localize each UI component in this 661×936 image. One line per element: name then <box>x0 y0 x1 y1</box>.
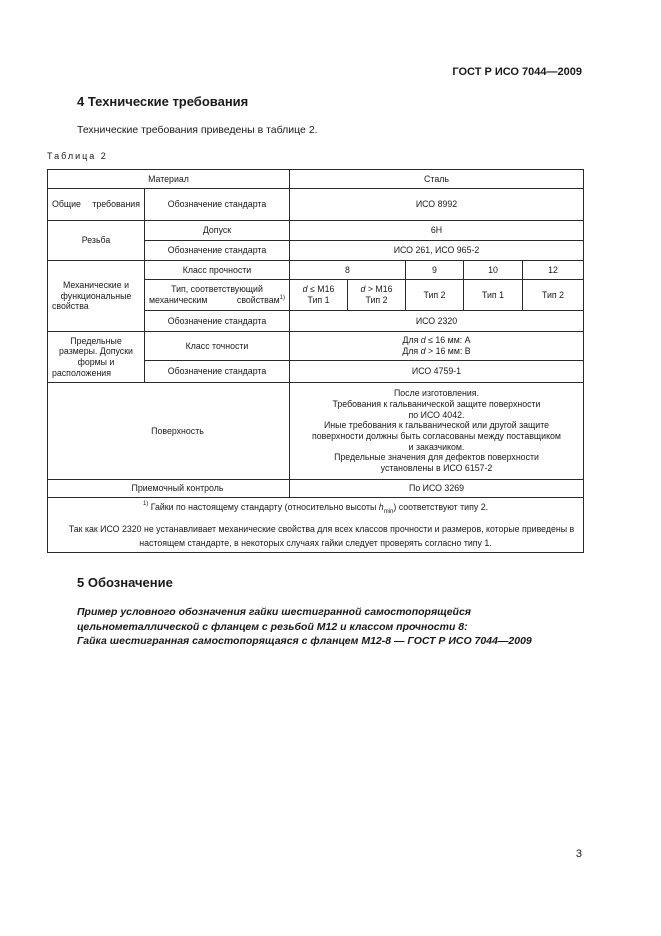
table-note: Так как ИСО 2320 не устанавливает механические свойства для всех классов прочности и размеров, которые приведены в настоящем стандарте, в некоторых случаях гайки следует проверять согласно типу 1. <box>68 524 575 549</box>
section-4-intro: Технические требования приведены в таблице 2. <box>77 124 318 136</box>
param-accuracy-class: Класс точности <box>145 332 290 361</box>
value-limits-standard: ИСО 4759-1 <box>290 361 584 383</box>
param-tolerance: Допуск <box>145 221 290 241</box>
surface-line: поверхности должны быть согласованы между поставщиком <box>312 431 561 441</box>
footnote-text: Гайки по настоящему стандарту (относительно высоты <box>148 502 379 512</box>
param-standard: Обозначение стандарта <box>145 189 290 221</box>
d-symbol: d <box>420 335 426 346</box>
row-label-mechanical: Механические и функциональные свойства <box>48 261 145 332</box>
page-number: 3 <box>575 848 582 860</box>
acc-text: Для <box>402 335 421 346</box>
surface-line: и заказчиком. <box>408 441 465 452</box>
type-value: Тип 1 <box>307 295 330 305</box>
value-acceptance: По ИСО 3269 <box>290 480 584 498</box>
value-tolerance: 6H <box>290 221 584 241</box>
example-text: Пример условного обозначения гайки шестигранной самостопорящейся цельнометаллической с фланцем с резьбой М12 и классом прочности 8: <box>77 606 471 633</box>
value-surface <box>290 383 584 480</box>
footnote <box>142 501 489 515</box>
surface-line: Предельные значения для дефектов поверхности <box>334 452 539 463</box>
param-standard: Обозначение стандарта <box>145 361 290 383</box>
d-relation: ≤ М16 <box>307 284 335 295</box>
footnote-mark: 1) <box>142 501 149 507</box>
designation-example <box>77 605 583 649</box>
section-5-title: 5 Обозначение <box>77 575 173 590</box>
param-standard: Обозначение стандарта <box>145 311 290 332</box>
table-row <box>48 261 584 280</box>
table-row <box>48 221 584 241</box>
table-notes <box>48 498 584 553</box>
surface-line: установлены в ИСО 6157-2 <box>380 463 493 474</box>
h-subscript: min <box>383 508 394 515</box>
acc-text: Для <box>402 346 421 356</box>
acc-text: ≤ 16 мм: A <box>425 335 471 346</box>
type-value: Тип 2 <box>406 280 464 311</box>
type-value: Тип 1 <box>464 280 523 311</box>
d-symbol: d <box>360 284 366 295</box>
class-value: 10 <box>464 261 523 280</box>
value-general-standard: ИСО 8992 <box>290 189 584 221</box>
type-cell <box>290 280 348 311</box>
d-symbol: d <box>420 346 426 356</box>
type-cell <box>348 280 406 311</box>
document-header: ГОСТ Р ИСО 7044—2009 <box>452 66 582 78</box>
value-mech-standard: ИСО 2320 <box>290 311 584 332</box>
designation-text: Гайка шестигранная самостопорящаяся с фланцем М12-8 — ГОСТ Р ИСО 7044—2009 <box>77 635 532 648</box>
class-value: 8 <box>290 261 406 280</box>
param-standard: Обозначение стандарта <box>145 241 290 261</box>
table-row <box>48 480 584 498</box>
surface-line: Требования к гальванической защите поверхности <box>332 398 541 409</box>
footnote-ref: 1) <box>279 295 285 301</box>
footnote-text: ) соответствуют типу 2. <box>393 502 489 512</box>
row-label-acceptance: Приемочный контроль <box>48 480 290 498</box>
type-value: Тип 2 <box>365 295 388 305</box>
d-symbol: d <box>302 284 308 295</box>
class-value: 9 <box>406 261 464 280</box>
value-thread-standard: ИСО 261, ИСО 965-2 <box>290 241 584 261</box>
class-value: 12 <box>523 261 584 280</box>
value-accuracy <box>290 332 584 361</box>
d-relation: > М16 <box>365 284 393 295</box>
surface-line: Иные требования к гальванической или другой защите <box>323 420 550 431</box>
row-label-general: Общие требования <box>48 189 145 221</box>
param-strength-class: Класс прочности <box>145 261 290 280</box>
param-type <box>145 280 290 311</box>
type-value: Тип 2 <box>523 280 584 311</box>
row-label-limits: Предельные размеры. Допуски формы и расположения <box>48 332 145 383</box>
row-label-thread: Резьба <box>48 221 145 261</box>
header-material: Материал <box>48 170 290 189</box>
table-header-row <box>48 170 584 189</box>
table-row <box>48 332 584 361</box>
section-4-title: 4 Технические требования <box>77 94 249 109</box>
header-steel: Сталь <box>290 170 584 189</box>
h-symbol: h <box>378 502 384 512</box>
requirements-table <box>47 169 584 553</box>
surface-line: После изготовления. <box>393 388 480 399</box>
acc-text: > 16 мм: B <box>425 346 471 356</box>
table-row <box>48 189 584 221</box>
table-notes-row <box>48 498 584 553</box>
param-type-text: Тип, соответствующий механическим свойствам <box>149 284 280 305</box>
table-caption: Таблица 2 <box>47 151 108 161</box>
row-label-surface: Поверхность <box>48 383 290 480</box>
surface-line: по ИСО 4042. <box>408 409 465 420</box>
table-row <box>48 383 584 480</box>
